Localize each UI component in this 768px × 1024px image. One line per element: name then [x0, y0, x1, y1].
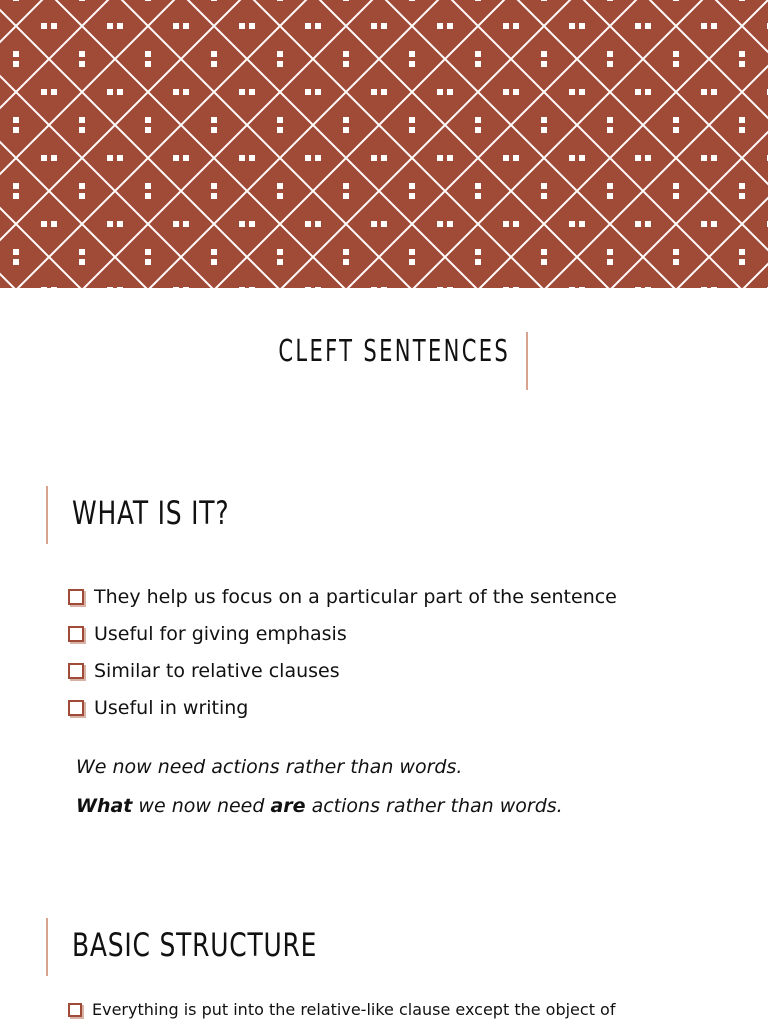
section-structure-heading: BASIC STRUCTURE [72, 926, 318, 964]
page-title: CLEFT SENTENCES [278, 334, 510, 369]
example-cleft-sentence [76, 795, 563, 817]
checkbox-bullet-icon [68, 589, 84, 605]
example-emphasis-are: are [270, 795, 306, 817]
what-bullet-list [68, 578, 617, 726]
bullet-text: Similar to relative clauses [94, 659, 340, 682]
bullet-text: Useful in writing [94, 696, 249, 719]
list-item [68, 689, 617, 726]
example-end: actions rather than words. [305, 795, 563, 817]
bullet-text: Useful for giving emphasis [94, 622, 347, 645]
checkbox-bullet-icon [68, 700, 84, 716]
title-area [0, 330, 768, 390]
checkbox-bullet-icon [68, 626, 84, 642]
structure-bullet [68, 1000, 615, 1019]
section-structure-accent-rule [46, 918, 48, 976]
list-item [68, 615, 617, 652]
title-accent-rule [526, 332, 528, 390]
decorative-diamond-pattern [0, 0, 768, 288]
checkbox-bullet-icon [68, 1003, 82, 1017]
list-item [68, 652, 617, 689]
checkbox-bullet-icon [68, 663, 84, 679]
list-item [68, 578, 617, 615]
section-what-accent-rule [46, 486, 48, 544]
example-emphasis-what: What [76, 795, 133, 817]
example-middle: we now need [132, 795, 271, 817]
example-plain-sentence: We now need actions rather than words. [76, 756, 463, 778]
bullet-text: They help us focus on a particular part of the sentence [94, 585, 617, 608]
section-what-heading: WHAT IS IT? [72, 494, 230, 532]
bullet-text: Everything is put into the relative-like clause except the object of [92, 1000, 616, 1019]
